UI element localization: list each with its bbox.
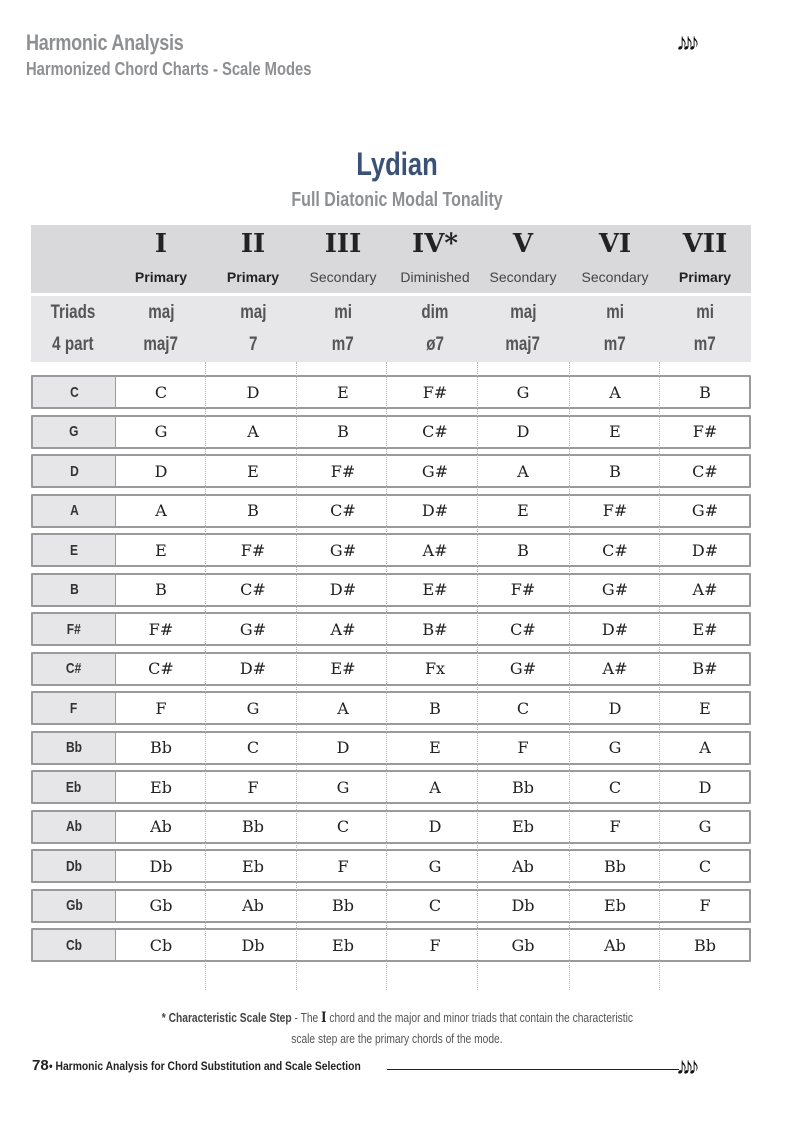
footnote-line2: scale step are the primary chords of the mode. [291, 1032, 503, 1046]
chord-cell: E [699, 698, 711, 718]
chord-cell: D [608, 698, 622, 718]
table-row [31, 770, 751, 804]
triad-quality: maj [509, 302, 537, 323]
chord-cell: F [517, 738, 529, 757]
degree-roman: VI [598, 229, 632, 259]
chord-cell: B [429, 698, 441, 718]
chord-cell: F# [510, 580, 536, 599]
chord-cell: C [516, 698, 530, 718]
key-label: A [33, 496, 116, 526]
key-label: Cb [33, 930, 116, 960]
chord-cell: A [609, 382, 621, 402]
chord-cell: F [247, 777, 259, 797]
chord-cell: Cb [149, 935, 173, 955]
chord-cell: C# [602, 540, 628, 560]
chord-cell: C# [422, 422, 448, 441]
chord-cell: D# [691, 540, 719, 560]
mode-title [0, 146, 794, 183]
music-notes-icon: ♪♪♪ [676, 1053, 694, 1080]
chord-cell: F [155, 698, 167, 718]
chord-cell: C# [330, 501, 356, 520]
key-label: F [33, 693, 116, 723]
degree-function: Secondary [489, 269, 557, 285]
key-label: G [33, 417, 116, 447]
chord-cell: E# [330, 659, 356, 678]
chord-cell: E [517, 501, 529, 520]
chord-cell: C# [510, 619, 536, 639]
table-row [31, 415, 751, 449]
table-row [31, 810, 751, 844]
triad-quality: mi [696, 302, 714, 323]
chord-cell: A# [692, 580, 718, 599]
table-row [31, 889, 751, 923]
chord-cell: A [247, 422, 259, 441]
table-row [31, 454, 751, 488]
four-part-quality: m7 [604, 334, 626, 355]
degree-function: Primary [226, 269, 280, 285]
four-part-quality: maj7 [505, 334, 541, 355]
chord-cell: B [609, 461, 621, 481]
chord-cell: G [154, 422, 168, 441]
chord-cell: Bb [604, 856, 626, 876]
chord-cell: D# [421, 501, 449, 520]
chord-cell: Bb [694, 935, 716, 955]
chord-cell: A# [330, 619, 356, 639]
table-row [31, 691, 751, 725]
chord-cell: E# [692, 619, 718, 639]
chord-cell: G# [329, 540, 357, 560]
four-part-label: 4 part [52, 334, 94, 355]
footnote-text-after: chord and the major and minor triads that contain the characteristic [326, 1011, 633, 1025]
chord-cell: C [246, 738, 260, 757]
chord-quality-header [31, 296, 751, 362]
table-row [31, 375, 751, 409]
chord-cell: C# [148, 659, 174, 678]
chord-grid [31, 375, 751, 968]
chord-cell: Ab [150, 817, 172, 836]
chord-cell: F# [422, 382, 448, 402]
degree-roman: VII [682, 229, 728, 259]
chord-cell: C [336, 817, 350, 836]
chord-cell: F [699, 896, 711, 915]
table-row [31, 652, 751, 686]
footnote-star: * [161, 1011, 166, 1025]
chord-cell: E [155, 540, 167, 560]
chord-cell: Bb [150, 738, 172, 757]
chord-cell: B# [422, 619, 448, 639]
chord-cell: A [699, 738, 711, 757]
chord-cell: A# [422, 540, 448, 560]
footer-rule [387, 1069, 679, 1070]
chord-cell: D# [601, 619, 629, 639]
table-row [31, 849, 751, 883]
chord-cell: E [429, 738, 441, 757]
mode-subtitle [0, 189, 794, 212]
table-row [31, 494, 751, 528]
chord-cell: G [516, 382, 530, 402]
degree-header [31, 225, 751, 293]
chord-cell: A [429, 777, 441, 797]
degree-roman: V [512, 229, 534, 259]
chord-cell: F# [330, 461, 356, 481]
chord-cell: G# [691, 501, 719, 520]
chord-cell: F# [148, 619, 174, 639]
chord-cell: D [698, 777, 712, 797]
chord-cell: Eb [242, 856, 264, 876]
four-part-quality: m7 [332, 334, 354, 355]
degree-roman: III [324, 229, 362, 259]
chord-cell: B# [692, 659, 718, 678]
mode-subtitle-text: Full Diatonic Modal Tonality [291, 189, 503, 211]
triad-quality: mi [606, 302, 624, 323]
chord-cell: F# [602, 501, 628, 520]
degree-function: Diminished [400, 269, 470, 285]
chord-cell: G# [601, 580, 629, 599]
chord-cell: Eb [512, 817, 534, 836]
chord-cell: A# [602, 659, 628, 678]
chord-cell: B [699, 382, 711, 402]
chord-cell: Ab [512, 856, 534, 876]
chord-cell: Ab [242, 896, 264, 915]
chord-cell: Eb [332, 935, 354, 955]
key-label: B [33, 575, 116, 605]
table-row [31, 573, 751, 607]
key-label: Gb [33, 891, 116, 921]
chord-cell: Fx [424, 659, 446, 678]
triads-label: Triads [50, 302, 96, 323]
triad-quality: dim [421, 302, 449, 323]
chord-cell: B [247, 501, 259, 520]
chord-cell: D [428, 817, 442, 836]
footnote-label: Characteristic Scale Step [168, 1011, 292, 1025]
chord-cell: C [154, 382, 168, 402]
four-part-quality: maj7 [143, 334, 179, 355]
chord-cell: E# [422, 580, 448, 599]
four-part-quality: ø7 [426, 334, 444, 355]
chord-cell: F [337, 856, 349, 876]
degree-roman: II [240, 229, 266, 259]
chord-cell: G# [421, 461, 449, 481]
chord-cell: Gb [149, 896, 173, 915]
chord-cell: A [517, 461, 529, 481]
chord-cell: Gb [511, 935, 535, 955]
key-label: Db [33, 851, 116, 881]
chord-cell: Db [241, 935, 265, 955]
column-divider [205, 362, 206, 990]
four-part-quality: m7 [694, 334, 716, 355]
column-divider [659, 362, 660, 990]
chord-cell: D [336, 738, 350, 757]
chord-cell: Bb [242, 817, 264, 836]
footnote [0, 1008, 794, 1050]
chord-cell: D# [329, 580, 357, 599]
header-title: Harmonic Analysis [26, 30, 184, 55]
chord-cell: C [608, 777, 622, 797]
chord-cell: Db [511, 896, 535, 915]
chord-cell: F# [692, 422, 718, 441]
mode-title-text: Lydian [356, 146, 438, 182]
chord-cell: Bb [332, 896, 354, 915]
key-label: E [33, 535, 116, 565]
chord-cell: C [428, 896, 442, 915]
chord-cell: G [336, 777, 350, 797]
chord-cell: G [698, 817, 712, 836]
column-divider [477, 362, 478, 990]
chord-cell: G# [509, 659, 537, 678]
degree-roman: I [154, 229, 168, 259]
degree-function: Secondary [309, 269, 377, 285]
chord-cell: D# [239, 659, 267, 678]
chord-cell: G [608, 738, 622, 757]
chord-cell: Eb [150, 777, 172, 797]
column-divider [386, 362, 387, 990]
column-divider [296, 362, 297, 990]
footnote-text-before: - The [291, 1011, 321, 1025]
chord-cell: Eb [604, 896, 626, 915]
chord-cell: B [517, 540, 529, 560]
footnote-roman: I [320, 1010, 327, 1026]
chord-cell: D [246, 382, 260, 402]
key-label: C [33, 377, 116, 407]
chord-cell: Ab [604, 935, 626, 955]
table-row [31, 731, 751, 765]
key-label: Eb [33, 772, 116, 802]
chord-cell: D [516, 422, 530, 441]
chord-cell: E [337, 382, 349, 402]
chord-cell: A [337, 698, 349, 718]
chord-cell: D [154, 461, 168, 481]
table-row [31, 533, 751, 567]
triad-quality: maj [147, 302, 175, 323]
chord-cell: F [609, 817, 621, 836]
key-label: Bb [33, 733, 116, 763]
chord-cell: C# [240, 580, 266, 599]
chord-cell: F# [240, 540, 266, 560]
degree-function: Primary [678, 269, 732, 285]
book-title: Harmonic Analysis for Chord Substitution and Scale Selection [55, 1059, 361, 1073]
chord-cell: B [155, 580, 167, 599]
table-row [31, 612, 751, 646]
page-footer [32, 1057, 411, 1074]
chord-cell: G# [239, 619, 267, 639]
chord-cell: Bb [512, 777, 534, 797]
chord-cell: G [246, 698, 260, 718]
four-part-quality: 7 [248, 334, 258, 355]
chord-cell: G [428, 856, 442, 876]
triad-quality: mi [334, 302, 352, 323]
chord-cell: E [609, 422, 621, 441]
key-label: C# [33, 654, 116, 684]
column-divider [569, 362, 570, 990]
music-notes-icon: ♪♪♪ [676, 29, 694, 56]
chord-cell: C# [692, 461, 718, 481]
chord-cell: C [698, 856, 712, 876]
key-label: D [33, 456, 116, 486]
triad-quality: maj [239, 302, 267, 323]
table-row [31, 928, 751, 962]
key-label: Ab [33, 812, 116, 842]
chord-cell: Db [149, 856, 173, 876]
degree-function: Secondary [581, 269, 649, 285]
chord-cell: E [247, 461, 259, 481]
chord-cell: F [429, 935, 441, 955]
page-number: 78 [32, 1057, 49, 1074]
degree-roman: IV* [412, 229, 458, 259]
header-subtitle: Harmonized Chord Charts - Scale Modes [26, 59, 312, 79]
degree-function: Primary [134, 269, 188, 285]
chord-cell: A [155, 501, 167, 520]
chord-cell: B [337, 422, 349, 441]
footer-separator: • [48, 1059, 56, 1073]
key-label: F# [33, 614, 116, 644]
